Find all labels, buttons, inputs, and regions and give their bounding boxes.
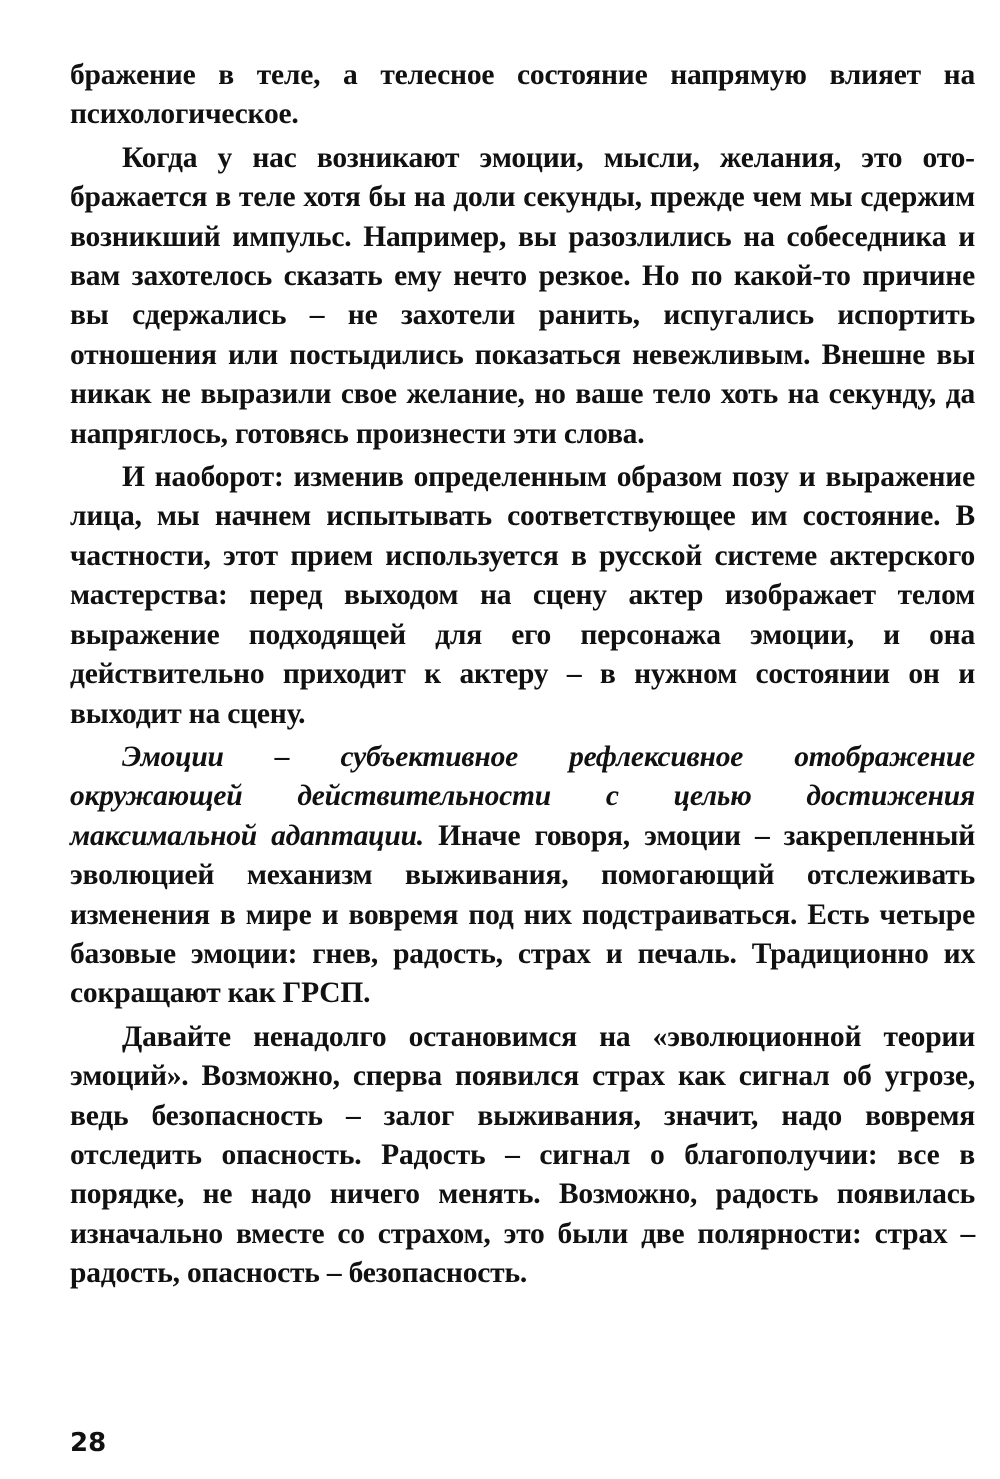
definition-continuation: Иначе говоря, эмоции – закрепленный эволюцией механизм выживания, помогающий отслеживать изменения в мире и вовремя под них подстраиваться. Есть четыре базовые эмоции: гнев, радость, страх и печаль. Традиционно их сокращают как ГРСП.: [70, 819, 975, 1010]
paragraph-definition: [70, 738, 975, 1014]
paragraph-body-actors: И наоборот: изменив определенным образом позу и выражение лица, мы начнем испытывать соответствующее им состояние. В частности, этот прием используется в русской системе актерского мастерства: перед выходом на сцену актер изображает телом выражение подходящей для его персонажа эмоции, и она действительно приходит к актеру – в нужном состоянии он и выходит на сцену.: [70, 461, 975, 730]
paragraph-body-reflection: Когда у нас возникают эмоции, мысли, желания, это отображается в теле хотя бы на доли секунды, прежде чем мы сдержим возникший импульс. Например, вы разозлились на собеседника и вам захотелось сказать ему нечто резкое. Но по какой-то причине вы сдержались – не захотели ранить, испугались испортить отношения или постыдились показаться невежливым. Внешне вы никак не выразили свое желание, но ваше тело хоть на секунду, да напряглось, готовясь произнести эти слова.: [70, 141, 975, 450]
page-body: [70, 56, 975, 1298]
paragraph-continuation: бражение в теле, а телесное состояние напрямую влияет на психологическое.: [70, 59, 975, 131]
page-number: 28: [70, 1428, 107, 1458]
emotion-definition-emphasis: Эмоции – субъективное рефлексивное отображение окружающей действительности с целью достижения максимальной адаптации.: [70, 740, 975, 852]
paragraph-evolution-theory: Давайте ненадолго остановимся на «эволюционной теории эмоций». Возможно, сперва появился страх как сигнал об угрозе, ведь безопасность – залог выживания, значит, надо вовремя отследить опасность. Радость – сигнал о благополучии: все в порядке, не надо ничего менять. Возможно, радость появилась изначально вместе со страхом, это были две полярности: страх – радость, опасность – безопасность.: [70, 1020, 975, 1290]
